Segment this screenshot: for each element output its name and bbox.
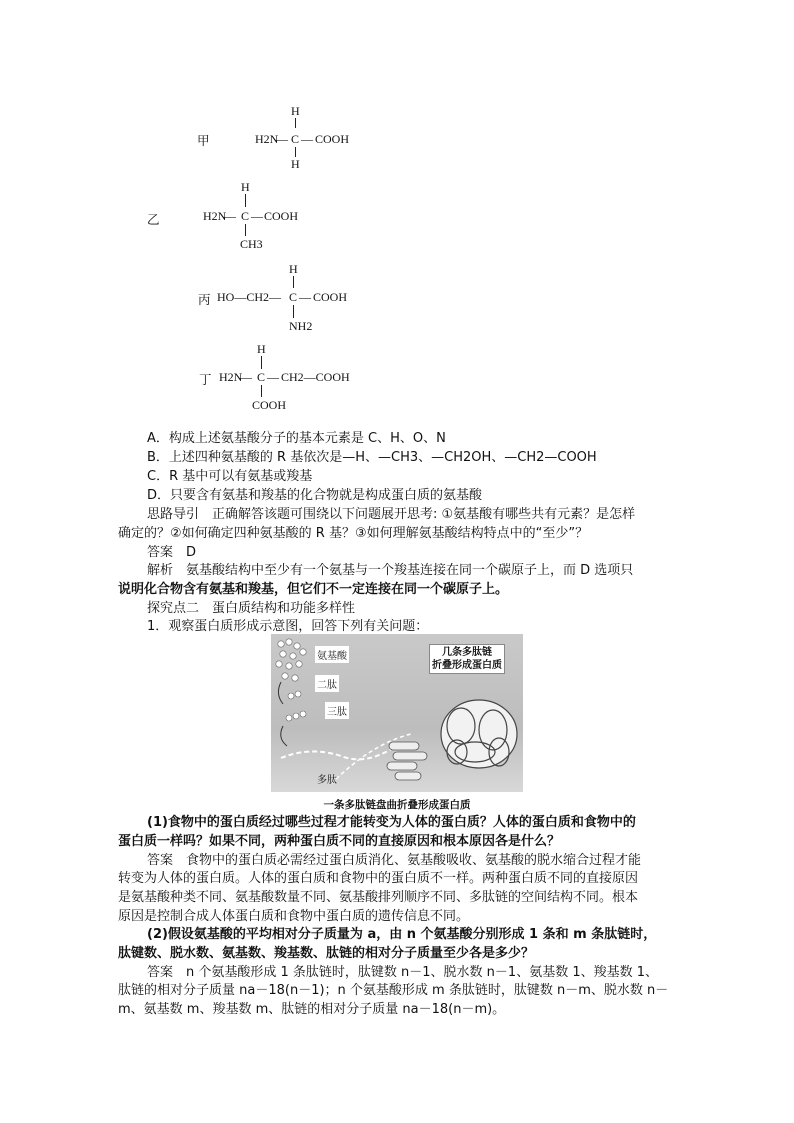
figure-caption: 一条多肽链盘曲折叠形成蛋白质	[323, 799, 471, 811]
bottom-group: CH3	[240, 237, 263, 251]
central-carbon: C	[241, 209, 250, 223]
label-tripeptide: 三肽	[325, 702, 349, 719]
sub2-answer-1: 答案 n 个氨基酸形成 1 条肽链时，肽键数 n－1、脱水数 n－1、氨基数 1、羧基数 1、	[147, 965, 658, 980]
label-ding: 丁	[199, 372, 212, 387]
sub2-line-2: 肽键数、脱水数、氨基数、羧基数、肽链的相对分子质量至少各是多少？	[118, 946, 535, 961]
top-h: H	[291, 104, 300, 118]
analysis-line-2: 说明化合物含有氨基和羧基，但它们不一定连接在同一个碳原子上。	[118, 582, 509, 597]
sub2-answer-3: m、氨基数 m、羧基数 m、肽链的相对分子质量 na－18(n－m)。	[118, 1002, 506, 1017]
carboxyl-group: COOH	[315, 132, 350, 146]
top-h: H	[241, 180, 250, 194]
option-c: C．R 基中可以有氨基或羧基	[147, 469, 313, 484]
bond	[295, 118, 296, 128]
central-carbon: C	[257, 370, 266, 384]
analysis-line-1: 解析 氨基酸结构中至少有一个氨基与一个羧基连接在同一个碳原子上，而 D 选项只	[147, 563, 634, 578]
label-jia: 甲	[197, 133, 210, 148]
label-folding	[429, 644, 505, 674]
label-folding-line-2: 折叠形成蛋白质	[432, 660, 502, 671]
sub2-answer-2: 肽链的相对分子质量 na－18(n－1)；n 个氨基酸形成 m 条肽链时，肽键数 n－m、脱水数 n－	[118, 983, 669, 998]
question-1: 1．观察蛋白质形成示意图，回答下列有关问题：	[147, 619, 429, 634]
bottom-group: COOH	[252, 398, 287, 412]
central-carbon: C	[291, 132, 300, 146]
answer-1: 答案 D	[147, 545, 197, 560]
section-heading: 探究点二 蛋白质结构和功能多样性	[147, 601, 356, 616]
label-polypeptide: 多肽	[317, 775, 337, 786]
label-dipeptide: 二肽	[315, 675, 339, 692]
option-a: A．构成上述氨基酸分子的基本元素是 C、H、O、N	[147, 431, 446, 446]
label-yi: 乙	[147, 212, 160, 227]
sub1-line-2: 蛋白质一样吗？如果不同，两种蛋白质不同的直接原因和根本原因各是什么？	[118, 834, 561, 849]
amino-group: H2N	[219, 370, 243, 384]
sub1-answer-3: 是氨基酸种类不同、氨基酸数量不同、氨基酸排列顺序不同、多肽链的空间结构不同。根本	[118, 890, 639, 905]
guide-line-2: 确定的？②如何确定四种氨基酸的 R 基？③如何理解氨基酸结构特点中的“至少”？	[118, 526, 589, 541]
sub2-line-1: (2)假设氨基酸的平均相对分子质量为 a，由 n 个氨基酸分别形成 1 条和 m 条肽链时，	[147, 927, 657, 942]
top-h: H	[257, 342, 266, 356]
guide-line-1: 思路导引 正确解答该题可围绕以下问题展开思考: ①氨基酸有哪些共有元素？是怎样	[147, 507, 636, 522]
amino-group: H2N	[255, 132, 279, 146]
sub1-line-1: (1)食物中的蛋白质经过哪些过程才能转变为人体的蛋白质？人体的蛋白质和食物中的	[147, 815, 636, 830]
r-group: HO—CH2—	[217, 290, 282, 304]
carboxyl-group: COOH	[264, 209, 299, 223]
bottom-group: H	[291, 157, 300, 171]
label-amino-acid: 氨基酸	[315, 646, 349, 663]
sub1-answer-2: 转变为人体的蛋白质。人体的蛋白质和食物中的蛋白质不一样。两种蛋白质不同的直接原因	[118, 871, 639, 886]
option-d: D．只要含有氨基和羧基的化合物就是构成蛋白质的氨基酸	[147, 488, 483, 503]
protein-formation-figure	[271, 634, 523, 792]
sub1-answer-4: 原因是控制合成人体蛋白质和食物中蛋白质的遗传信息不同。	[118, 909, 470, 924]
label-bing: 丙	[198, 292, 211, 307]
carboxyl-group: COOH	[313, 290, 348, 304]
amino-group: H2N	[203, 209, 227, 223]
r-group: CH2—COOH	[281, 370, 350, 384]
bottom-group: NH2	[289, 319, 313, 333]
sub1-answer-1: 答案 食物中的蛋白质必需经过蛋白质消化、氨基酸吸收、氨基酸的脱水缩合过程才能	[147, 853, 642, 868]
option-b: B．上述四种氨基酸的 R 基依次是—H、—CH3、—CH2OH、—CH2—COOH	[147, 450, 597, 465]
top-h: H	[289, 262, 298, 276]
label-folding-line-1: 几条多肽链	[442, 647, 492, 658]
central-carbon: C	[289, 290, 298, 304]
